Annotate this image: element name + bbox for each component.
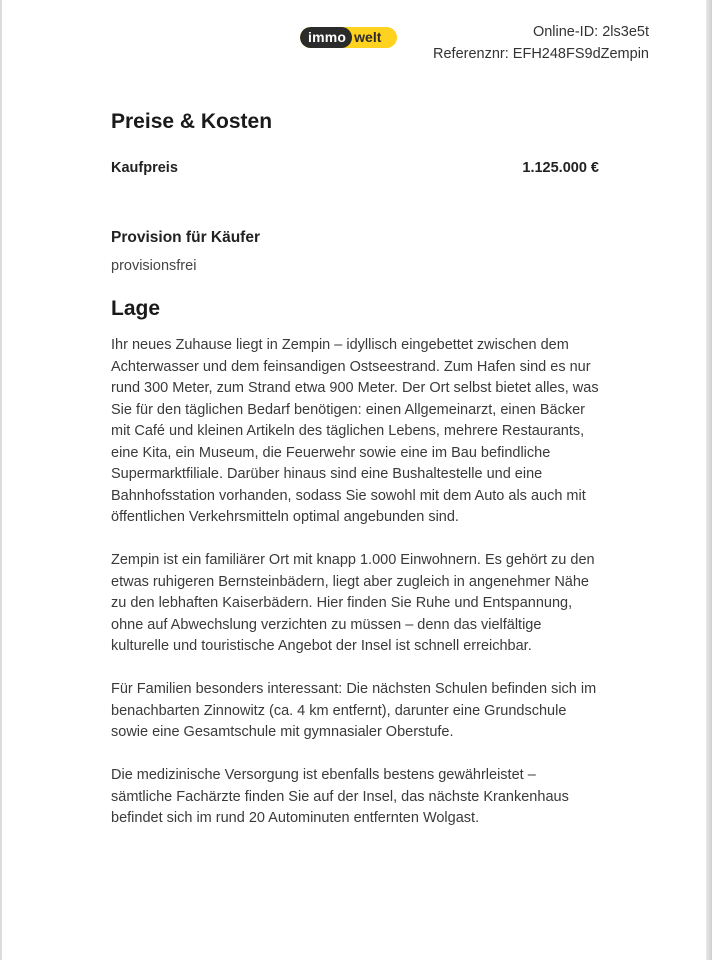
logo-text-right: welt [354,29,382,45]
purchase-price-row [111,160,599,176]
commission-value: provisionsfrei [111,258,197,274]
commission-label: Provision für Käufer [111,229,260,246]
immowelt-logo [300,27,397,48]
purchase-price-label: Kaufpreis [111,160,178,176]
logo-text-left: immo [300,27,352,48]
location-paragraph: Ihr neues Zuhause liegt in Zempin – idyllisch eingebettet zwischen dem Achterwasser und dem feinsandigen Ostseestrand. Zum Hafen sind es nur rund 300 Meter, zum Strand etwa 900 Meter. Der Ort selbst bietet alles, was Sie für den täglichen Bedarf benötigen: einen Allgemeinarzt, einen Bäcker mit Café und kleinen Artikeln des täglichen Lebens, mehrere Restaurants, eine Kita, ein Museum, die Feuerwehr sowie eine im Bau befindliche Supermarktfiliale. Darüber hinaus sind eine Bushaltestelle und eine Bahnhofsstation vorhanden, sodass Sie sowohl mit dem Auto als auch mit öffentlichen Verkehrsmitteln optimal angebunden sind. [111,337,599,525]
listing-ids [433,21,649,65]
document-content [111,110,599,830]
page-edge-right [706,0,712,960]
purchase-price-value: 1.125.000 € [522,160,599,176]
location-heading: Lage [111,297,161,320]
location-paragraph: Die medizinische Versorgung ist ebenfalls bestens gewährleistet – sämtliche Fachärzte finden Sie auf der Insel, das nächste Krankenhaus befindet sich im rund 20 Autominuten entfernten Wolgast. [111,767,569,826]
location-paragraph: Zempin ist ein familiärer Ort mit knapp 1.000 Einwohnern. Es gehört zu den etwas ruhigeren Bernsteinbädern, liegt aber zugleich in angenehmer Nähe zu den lebhaften Kaiserbädern. Hier finden Sie Ruhe und Entspannung, ohne auf Abwechslung verzichten zu müssen – denn das vielfältige kulturelle und touristische Angebot der Insel ist schnell erreichbar. [111,552,595,654]
page-edge-left [0,0,2,960]
location-paragraph: Für Familien besonders interessant: Die nächsten Schulen befinden sich im benachbarten Zinnowitz (ca. 4 km entfernt), darunter eine Grundschule sowie eine Gesamtschule mit gymnasialer Oberstufe. [111,681,597,740]
reference-number: Referenznr: EFH248FS9dZempin [433,46,649,62]
prices-heading: Preise & Kosten [111,110,273,133]
online-id: Online-ID: 2ls3e5t [532,24,649,40]
